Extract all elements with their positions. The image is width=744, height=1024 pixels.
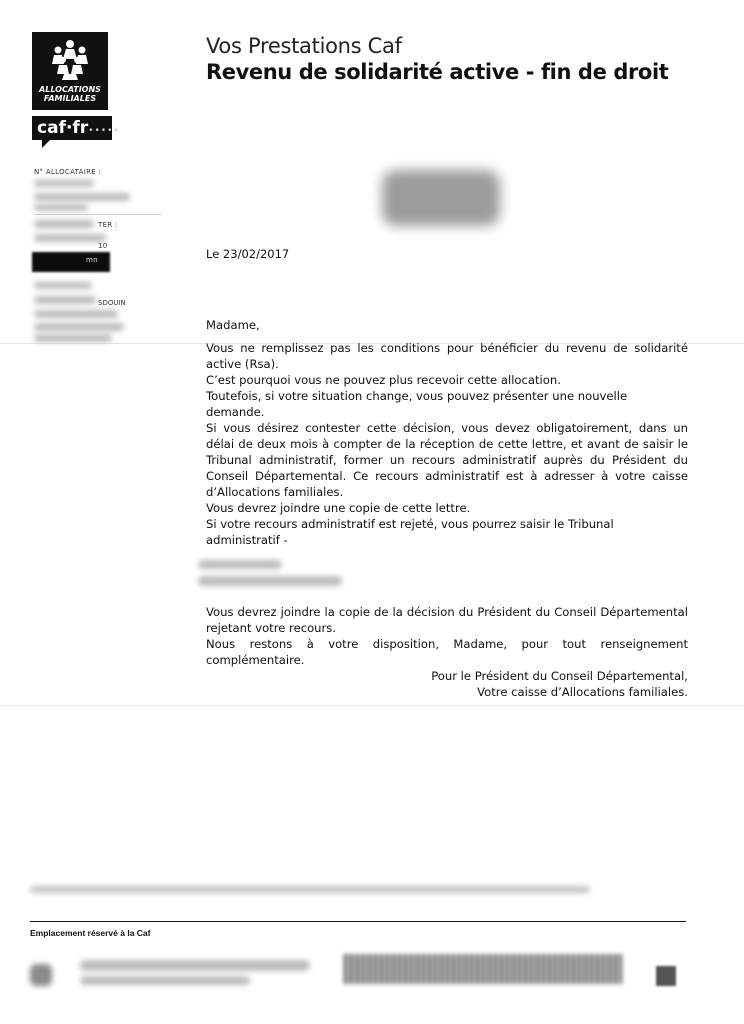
redacted-field — [34, 220, 94, 228]
redacted-field — [34, 323, 124, 331]
signature-line: Pour le Président du Conseil Départemental, — [431, 669, 688, 683]
caf-fr-logo — [32, 116, 120, 140]
paragraph: Vous ne remplissez pas les conditions pour bénéficier du revenu de solidarité active (Rsa). — [206, 341, 688, 371]
document-subtitle: Vos Prestations Caf — [206, 34, 402, 58]
paragraph: Si votre recours administratif est rejeté, vous pourrez saisir le Tribunal administratif - — [206, 517, 614, 547]
caf-fr-text: caf·fr — [37, 118, 89, 138]
barcode — [344, 954, 622, 984]
phone-fragment: 10 — [98, 242, 108, 250]
salutation: Madame, — [206, 318, 260, 332]
paragraph: Nous restons à votre disposition, Madame, pour tout renseignement complémentaire. — [206, 637, 688, 667]
paragraph: C’est pourquoi vous ne pouvez plus recevoir cette allocation. — [206, 373, 561, 387]
redacted-address — [382, 170, 500, 226]
redacted-field — [34, 334, 112, 342]
page-fold-line — [0, 705, 744, 706]
redacted-field — [30, 964, 52, 986]
redacted-block — [206, 548, 688, 604]
family-figures-icon — [46, 38, 94, 82]
redacted-line — [198, 576, 342, 586]
caf-logo — [32, 32, 108, 110]
interlocuteur-label: TER : — [98, 221, 118, 229]
redacted-field — [34, 234, 106, 242]
redacted-field — [34, 282, 92, 289]
caf-fr-dots: ••••• — [88, 126, 120, 136]
redacted-field — [34, 193, 130, 201]
datamatrix-code — [656, 966, 676, 986]
signature-line: Votre caisse d’Allocations familiales. — [477, 685, 688, 699]
paragraph: Vous devrez joindre une copie de cette lettre. — [206, 501, 471, 515]
allocataire-label: N° ALLOCATAIRE : — [34, 168, 102, 176]
sidebar-divider — [34, 214, 162, 215]
speech-tail-icon — [42, 140, 50, 148]
paragraph: Toutefois, si votre situation change, vous pouvez présenter une nouvelle demande. — [206, 389, 628, 419]
redacted-line — [30, 886, 590, 893]
redacted-line — [198, 560, 282, 569]
paragraph: Vous devrez joindre la copie de la décision du Président du Conseil Départemental rejetant votre recours. — [206, 605, 688, 635]
redacted-field — [34, 310, 118, 318]
redacted-field — [34, 296, 96, 304]
redacted-field — [80, 976, 250, 985]
footer-label: Emplacement réservé à la Caf — [30, 928, 151, 938]
redacted-field — [80, 960, 310, 971]
hours-fragment: mn — [86, 256, 98, 264]
paragraph: Si vous désirez contester cette décision, vous devez obligatoirement, dans un délai de deux mois à compter de la réception de cette lettre, et avant de saisir le Tribunal administratif, former un recours administratif auprès du Président du Conseil Départemental. Ce recours administratif est à adresser à votre caisse d’Allocations familiales. — [206, 421, 688, 499]
logo-line-allocations: ALLOCATIONS — [39, 85, 101, 94]
footer-rule — [30, 921, 686, 922]
phone-badge — [32, 252, 110, 272]
letter-date: Le 23/02/2017 — [206, 247, 290, 261]
letter-body — [206, 317, 688, 700]
document-title: Revenu de solidarité active - fin de droit — [206, 60, 669, 84]
redacted-field — [34, 204, 88, 211]
name-fragment: SDOUIN — [98, 299, 126, 307]
logo-line-familiales: FAMILIALES — [43, 94, 97, 103]
redacted-field — [34, 180, 94, 187]
